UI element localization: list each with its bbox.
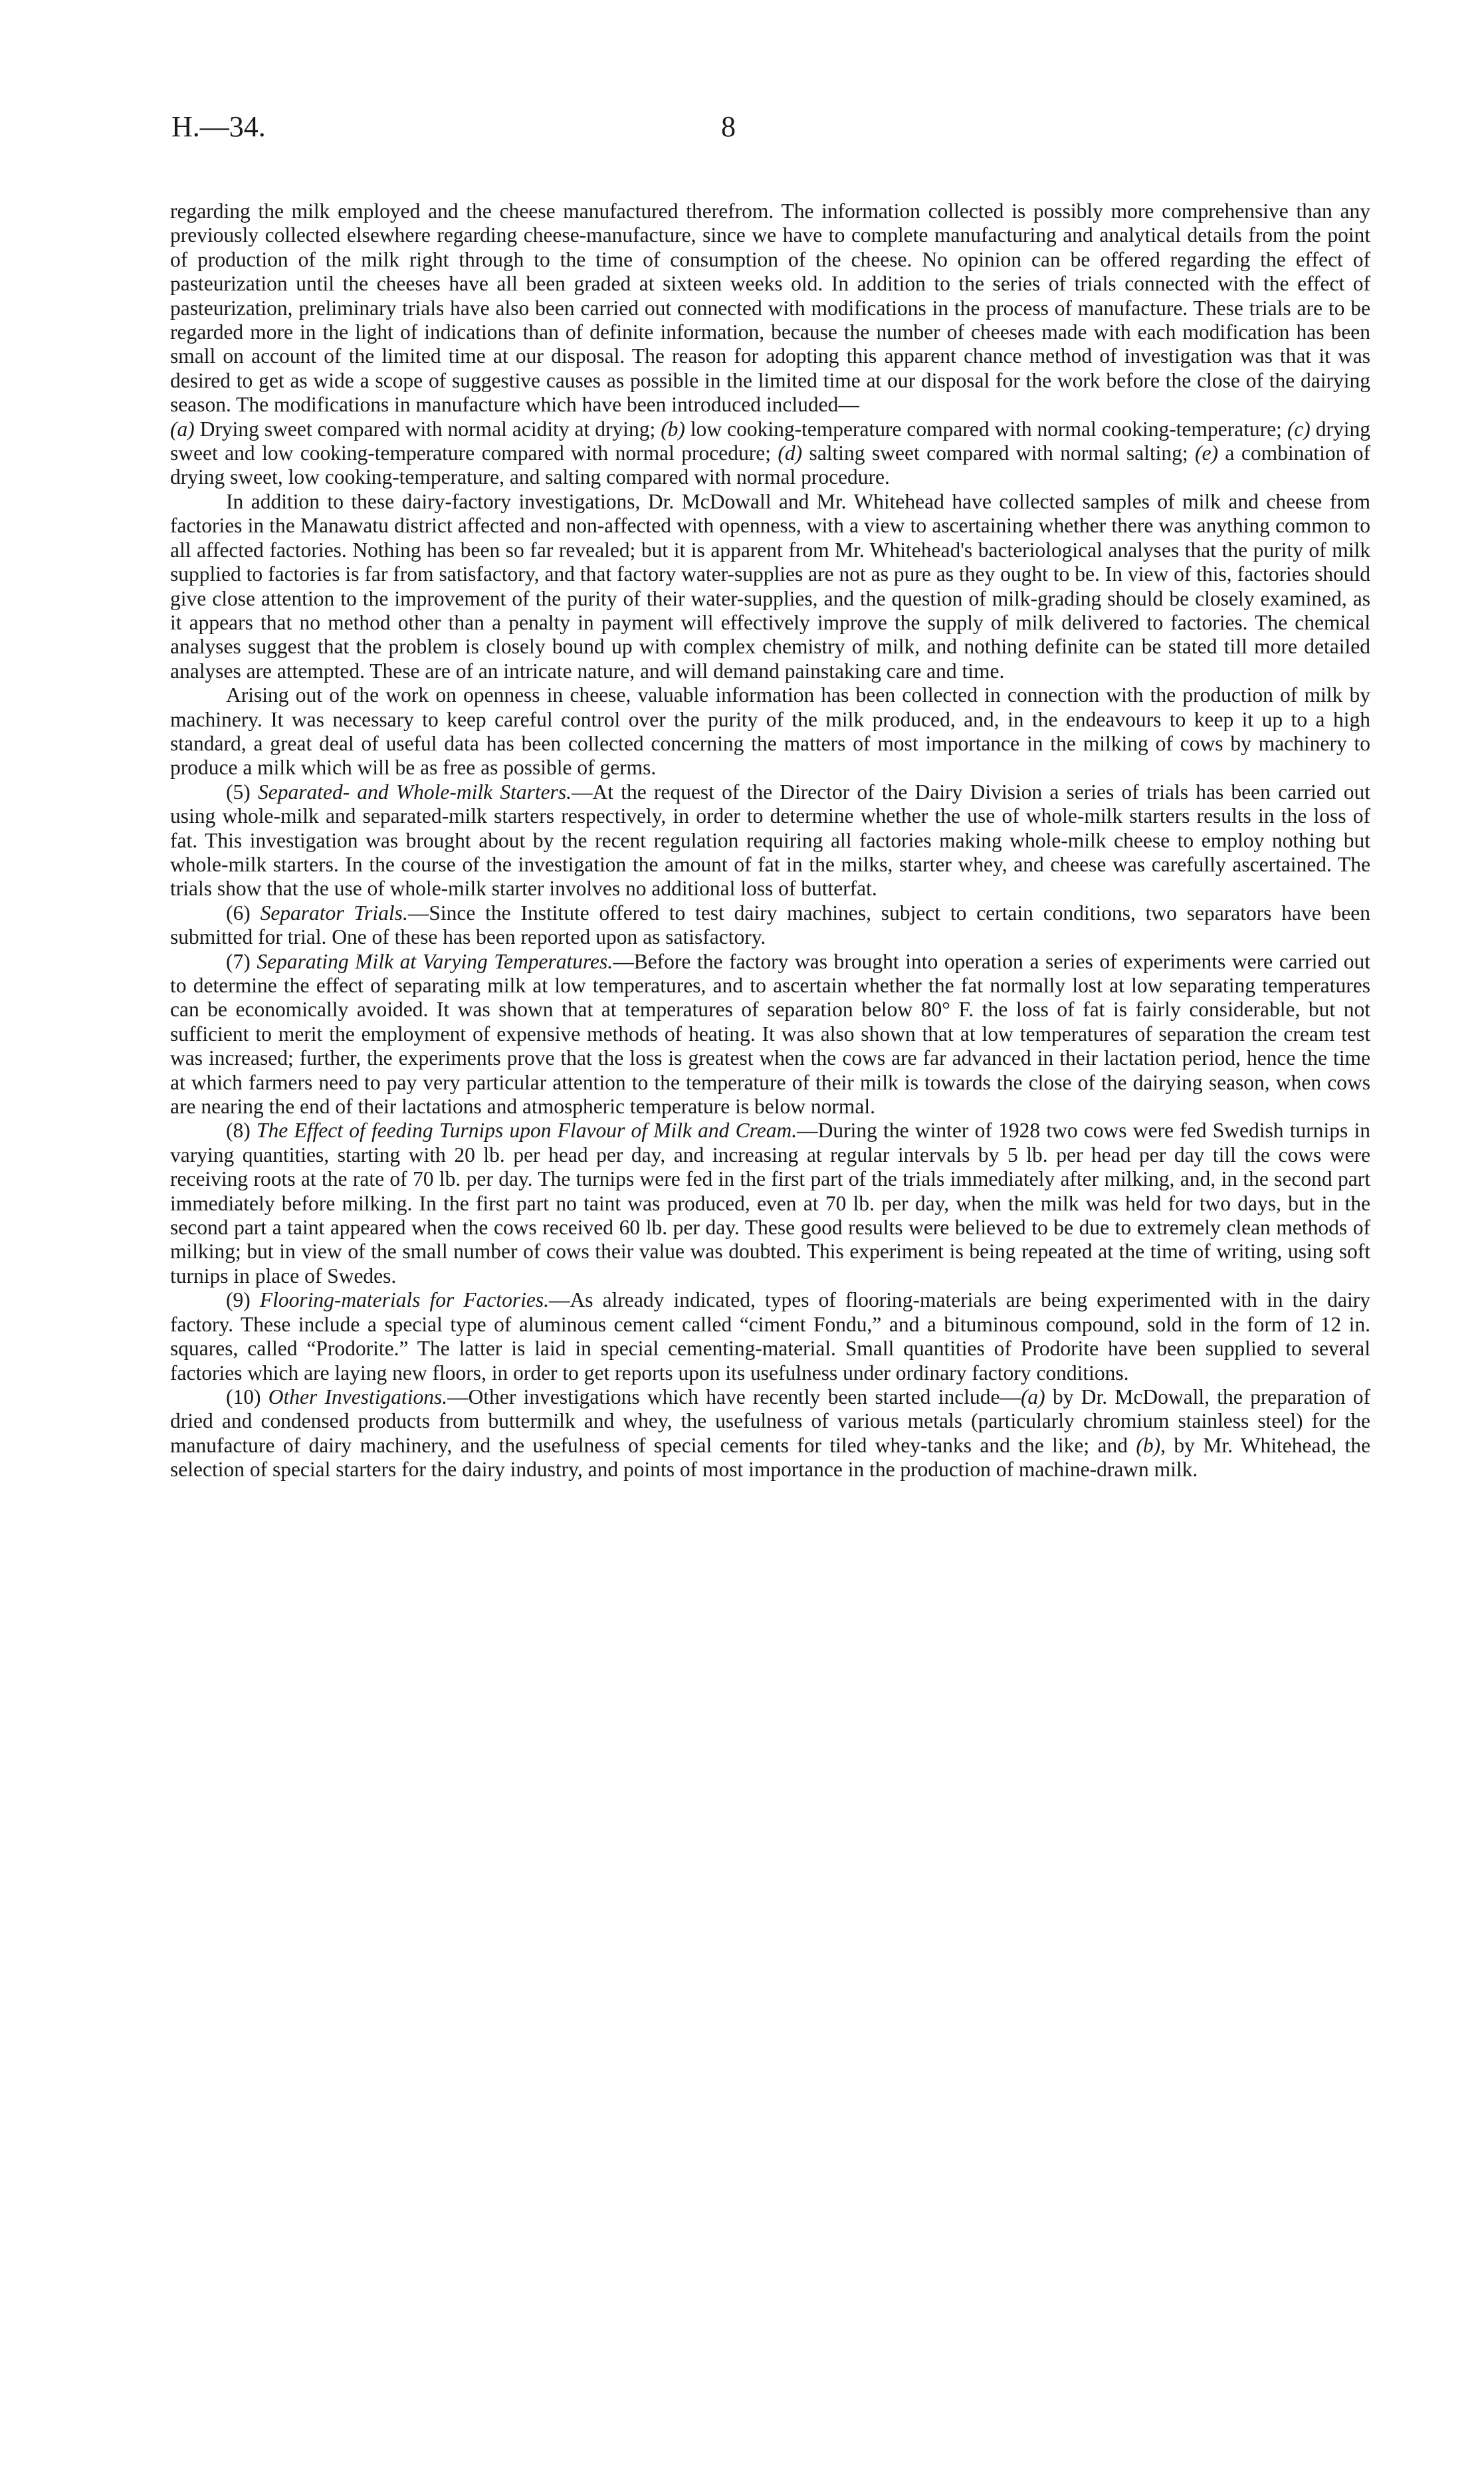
item-label: (e)	[1195, 441, 1218, 465]
paragraph-milking-machinery: Arising out of the work on openness in cheese, valuable information has been collected in connection with the production of milk by machinery. It was necessary to keep careful control over the purity of the milk produced, and, in the endeavours to keep it up to a high standard, a great deal of useful data has been collected concerning the matters of most importance in the milking of cows by machinery to produce a milk which will be as free as possible of germs.	[170, 683, 1370, 780]
section-6-separator-trials	[170, 901, 1370, 950]
section-number: (7)	[226, 949, 257, 973]
item-label: (c)	[1287, 417, 1311, 441]
section-title: Separator Trials.	[260, 901, 408, 925]
section-text: —Other investigations which have recently been started include—	[447, 1385, 1021, 1408]
document-reference: H.—34.	[171, 110, 266, 143]
text: salting sweet compared with normal salting;	[802, 441, 1196, 465]
section-title: The Effect of feeding Turnips upon Flavour of Milk and Cream.	[256, 1119, 797, 1143]
section-8-turnips	[170, 1119, 1370, 1288]
document-body	[170, 199, 1370, 1482]
section-text: —Before the factory was brought into operation a series of experiments were carried out to determine the effect of separating milk at low temperatures, and to ascertain whether the fat normally lost at low separating temperatures can be economically avoided. It was shown that at temperatures of separation below 80° F. the loss of fat is fairly considerable, but not sufficient to merit the employment of expensive methods of heating. It was also shown that at low temperatures of separation the cream test was increased; further, the experiments prove that the loss is greatest when the cows are far advanced in their lactation period, hence the time at which farmers need to pay very particular attention to the temperature of their milk is towards the close of the dairying season, when cows are nearing the end of their lactations and atmospheric temperature is below normal.	[170, 949, 1371, 1119]
item-label: (a)	[1020, 1385, 1045, 1408]
paragraph-dairy-factory-investigations: In addition to these dairy-factory investigations, Dr. McDowall and Mr. Whitehead have collected samples of milk and cheese from factories in the Manawatu district affected and non-affected with openness, with a view to ascertaining whether there was anything common to all affected factories. Nothing has been so far revealed; but it is apparent from Mr. Whitehead's bacteriological analyses that the purity of milk supplied to factories is far from satisfactory, and that factory water-supplies are not as pure as they ought to be. In view of this, factories should give close attention to the improvement of the purity of their water-supplies, and the question of milk-grading should be closely examined, as it appears that no method other than a penalty in payment will effectively improve the supply of milk delivered to factories. The chemical analyses suggest that the problem is closely bound up with complex chemistry of milk, and nothing definite can be stated till more detailed analyses are attempted. These are of an intricate nature, and will demand painstaking care and time.	[170, 489, 1370, 683]
section-text: , by Mr. Whitehead, the selection of special starters for the dairy industry, and points of most importance in the production of machine-drawn milk.	[170, 1433, 1370, 1482]
section-number: (10)	[226, 1385, 268, 1408]
text: Drying sweet compared with normal acidity at drying;	[194, 417, 661, 441]
section-10-other	[170, 1385, 1370, 1482]
section-title: Flooring-materials for Factories.	[259, 1288, 550, 1312]
item-label: (a)	[170, 417, 195, 441]
section-title: Other Investigations.	[268, 1385, 448, 1408]
section-title: Separating Milk at Varying Temperatures.	[257, 949, 613, 973]
section-text: —At the request of the Director of the Dairy Division a series of trials has been carried out using whole-milk and separated-milk starters respectively, in order to determine whether the use of whole-milk starters results in the loss of fat. This investigation was brought about by the recent regulation requiring all factories making whole-milk cheese to employ nothing but whole-milk starters. In the course of the investigation the amount of fat in the milks, starter whey, and cheese was carefully ascertained. The trials show that the use of whole-milk starter involves no additional loss of butterfat.	[170, 780, 1371, 901]
item-label: (d)	[778, 441, 803, 465]
section-number: (5)	[226, 780, 258, 804]
section-number: (8)	[226, 1119, 257, 1143]
section-7-separating-temperatures	[170, 950, 1370, 1119]
text: low cooking-temperature compared with normal cooking-temperature;	[685, 417, 1287, 441]
item-label: (b)	[661, 417, 685, 441]
text: drying sweet and low cooking-temperature compared with normal procedure;	[170, 417, 1370, 465]
section-9-flooring	[170, 1288, 1370, 1385]
text: a combination of drying sweet, low cooking-temperature, and salting compared with normal procedure.	[170, 441, 1370, 489]
item-label: (b)	[1136, 1433, 1161, 1457]
section-text: —As already indicated, types of flooring-materials are being experimented with in the dairy factory. These include a special type of aluminous cement called “ciment Fondu,” and a bituminous compound, sold in the form of 12 in. squares, called “Prodorite.” The latter is laid in special cementing-material. Small quantities of Prodorite have been supplied to several factories which are laying new floors, in order to get reports upon its usefulness under ordinary factory conditions.	[170, 1288, 1371, 1385]
section-number: (9)	[226, 1288, 260, 1312]
section-5-starters	[170, 780, 1370, 901]
section-number: (6)	[226, 901, 261, 925]
section-title: Separated- and Whole-milk Starters.	[257, 780, 572, 804]
paragraph-continued	[170, 199, 1370, 490]
page-number: 8	[721, 110, 736, 143]
section-text: —Since the Institute offered to test dairy machines, subject to certain conditions, two separators have been submitted for trial. One of these has been reported upon as satisfactory.	[170, 901, 1370, 949]
text: regarding the milk employed and the cheese manufactured therefrom. The information collected is possibly more comprehensive than any previously collected elsewhere regarding cheese-manufacture, since we have to complete manufacturing and analytical details from the point of production of the milk right through to the time of consumption of the cheese. No opinion can be offered regarding the effect of pasteurization until the cheeses have all been graded at sixteen weeks old. In addition to the series of trials connected with the effect of pasteurization, preliminary trials have also been carried out connected with modifications in the process of manufacture. These trials are to be regarded more in the light of indications than of definite information, because the number of cheeses made with each modification has been small on account of the limited time at our disposal. The reason for adopting this apparent chance method of investigation was that it was desired to get as wide a scope of suggestive causes as possible in the limited time at our disposal for the work before the close of the dairying season. The modifications in manufacture which have been introduced included—	[170, 199, 1370, 417]
section-text: —During the winter of 1928 two cows were fed Swedish turnips in varying quantities, starting with 20 lb. per head per day, and increasing at regular intervals by 5 lb. per head per day till the cows were receiving roots at the rate of 70 lb. per day. The turnips were fed in the first part of the trials immediately after milking, and, in the second part immediately before milking. In the first part no taint was produced, even at 70 lb. per day, when the milk was held for two days, but in the second part a taint appeared when the cows received 60 lb. per day. These good results were believed to be due to extremely clean methods of milking; but in view of the small number of cows their value was doubted. This experiment is being repeated at the time of writing, using soft turnips in place of Swedes.	[170, 1119, 1371, 1288]
section-text: by Dr. McDowall, the preparation of dried and condensed products from buttermilk and whey, the usefulness of various metals (particularly chromium stainless steel) for the manufacture of dairy machinery, and the usefulness of special cements for tiled whey-tanks and the like; and	[170, 1385, 1371, 1457]
